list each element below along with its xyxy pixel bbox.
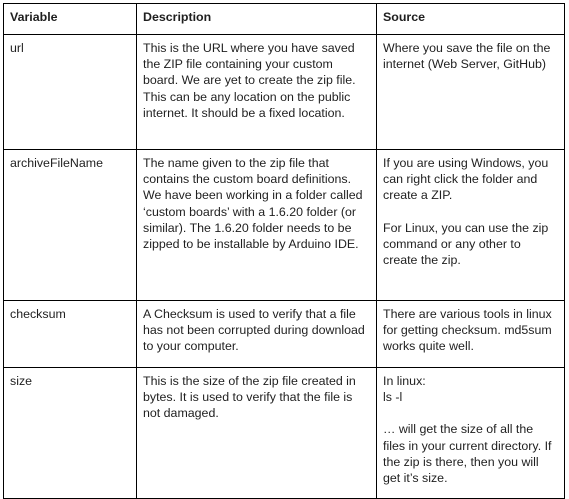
table-row [4,301,565,368]
source-cell [377,35,565,150]
variable-name: checksum [10,307,66,321]
description-cell [137,150,377,301]
table-row [4,150,565,301]
description-cell [137,301,377,368]
description-text: A Checksum is used to verify that a file has not been corrupted during download to your computer. [143,307,365,354]
source-text: For Linux, you can use the zip command or any other to create the zip. [383,220,549,268]
description-text: This is the size of the zip file created in bytes. It is used to verify that the file is not damaged. [143,374,356,421]
description-cell [137,368,377,499]
table-row [4,35,565,150]
source-text: If you are using Windows, you can right click the folder and create a ZIP. [383,156,549,203]
variable-cell [4,150,137,301]
source-cell [377,368,565,499]
header-description: Description [137,4,377,35]
source-cell [377,150,565,301]
header-variable: Variable [4,4,137,35]
source-text: … will get the size of all the files in your current directory. If the zip is there, then you will get it’s size. [383,422,552,486]
variable-name: archiveFileName [10,156,103,170]
variable-cell [4,35,137,150]
description-text: This is the URL where you have saved the ZIP file containing your custom board. We are yet to create the zip file. This can be any location on the public internet. It should be a fixed location. [143,41,356,120]
source-cell [377,301,565,368]
source-text: In linux: ls -l [383,374,426,405]
header-source: Source [377,4,565,35]
description-text: The name given to the zip file that contains the custom board definitions. We have been working in a folder called ‘custom boards’ with a 1.6.20 folder (or similar). The 1.6.20 folder needs to be zipped to be installable by Arduino IDE. [143,156,363,252]
variable-cell [4,301,137,368]
source-text: There are various tools in linux for getting checksum. md5sum works quite well. [383,307,552,354]
source-text: Where you save the file on the internet (Web Server, GitHub) [383,41,551,72]
table-row [4,368,565,499]
description-cell [137,35,377,150]
variable-name: size [10,374,33,388]
table-header-row [4,4,565,35]
variable-cell [4,368,137,499]
variables-table [3,3,565,499]
variable-name: url [10,41,24,55]
